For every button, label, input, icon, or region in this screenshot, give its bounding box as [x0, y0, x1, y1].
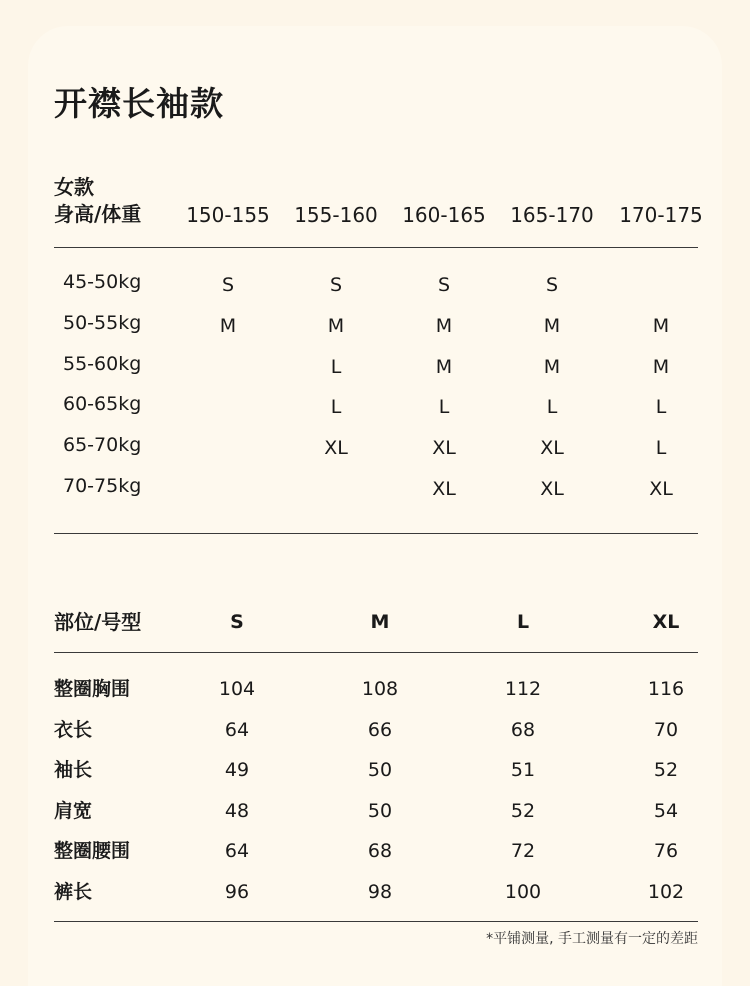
table1-col-header: 170-175 — [619, 203, 703, 227]
table1-size-cell: L — [655, 437, 667, 460]
table1-col-header: 165-170 — [510, 203, 594, 227]
table2-measure-cell: 96 — [224, 881, 250, 903]
table2-measure-cell: 98 — [367, 881, 393, 903]
table1-size-cell: XL — [432, 437, 456, 460]
table2-measure-cell: 54 — [653, 799, 679, 822]
table2-row-label: 整圈胸围 — [54, 678, 131, 700]
table2-measure-cell: 50 — [367, 759, 393, 782]
table2-measure-cell: 66 — [367, 718, 393, 741]
table1-size-cell: S — [329, 274, 343, 296]
table1-size-cell: L — [655, 396, 667, 419]
table1-size-cell: M — [327, 314, 345, 337]
table2-measure-cell: 108 — [361, 678, 399, 700]
table2-measure-cell: 72 — [510, 840, 536, 863]
table2-col-header: L — [516, 611, 530, 633]
table2-header-label: 部位/号型 — [54, 610, 142, 634]
measurement-note: *平铺测量, 手工测量有一定的差距 — [486, 931, 698, 947]
table1-size-cell: S — [437, 274, 451, 296]
table1-row-label: 70-75kg — [63, 475, 142, 497]
table2-measure-cell: 64 — [224, 840, 250, 863]
table1-size-cell: M — [543, 355, 561, 378]
table1-row-label: 45-50kg — [63, 271, 142, 293]
table1-size-cell: L — [330, 396, 342, 419]
table1-size-cell: XL — [649, 478, 673, 500]
table2-row-label: 肩宽 — [54, 799, 93, 822]
table1-size-cell: S — [221, 274, 235, 296]
page-title: 开襟长袖款 — [54, 84, 224, 123]
table1-col-header: 150-155 — [186, 203, 270, 227]
table1-col-header: 155-160 — [294, 203, 378, 227]
table2-col-header: XL — [652, 611, 680, 633]
table1-row-label: 60-65kg — [63, 393, 142, 416]
table2-row-label: 裤长 — [54, 881, 93, 903]
table1-size-cell: M — [652, 314, 670, 337]
table1-size-cell: L — [438, 396, 450, 419]
table1-row-label: 55-60kg — [63, 352, 142, 375]
table1-size-cell: XL — [540, 437, 564, 460]
table2-measure-cell: 64 — [224, 718, 250, 741]
table1-size-cell: S — [545, 274, 559, 296]
table2-measure-cell: 112 — [504, 678, 542, 700]
table2-measure-cell: 68 — [367, 840, 393, 863]
table2-measure-cell: 70 — [653, 718, 679, 741]
table1-row-label: 50-55kg — [63, 311, 142, 334]
table2-measure-cell: 68 — [510, 718, 536, 741]
table2-measure-cell: 50 — [367, 799, 393, 822]
table2-measure-cell: 76 — [653, 840, 679, 863]
table1-bottom-divider — [54, 533, 698, 534]
table2-bottom-divider — [54, 921, 698, 922]
table1-size-cell: XL — [540, 478, 564, 500]
table2-col-header: M — [370, 611, 390, 633]
table2-measure-cell: 48 — [224, 799, 250, 822]
table2-row-label: 袖长 — [54, 759, 93, 782]
table1-col-header: 160-165 — [402, 203, 486, 227]
table1-size-cell: M — [652, 355, 670, 378]
table2-measure-cell: 52 — [510, 799, 536, 822]
table2-measure-cell: 49 — [224, 759, 250, 782]
table2-measure-cell: 100 — [504, 881, 542, 903]
table1-row-label: 65-70kg — [63, 434, 142, 457]
table2-row-label: 衣长 — [54, 718, 93, 741]
table1-header-divider — [54, 247, 698, 248]
table2-measure-cell: 52 — [653, 759, 679, 782]
table1-header-line2: 身高/体重 — [54, 202, 142, 226]
table2-col-header: S — [230, 611, 244, 633]
table2-measure-cell: 104 — [218, 678, 256, 700]
table2-measure-cell: 51 — [510, 759, 536, 782]
table1-size-cell: M — [435, 314, 453, 337]
table1-size-cell: M — [219, 314, 237, 337]
table1-header-line1: 女款 — [54, 175, 94, 199]
table2-header-divider — [54, 652, 698, 653]
table1-size-cell: L — [330, 355, 342, 378]
table1-size-cell: XL — [432, 478, 456, 500]
table2-row-label: 整圈腰围 — [54, 840, 131, 863]
table1-size-cell: XL — [324, 437, 348, 460]
table1-size-cell: L — [546, 396, 558, 419]
table1-size-cell: M — [543, 314, 561, 337]
table2-measure-cell: 102 — [647, 881, 685, 903]
table2-measure-cell: 116 — [647, 678, 685, 700]
table1-size-cell: M — [435, 355, 453, 378]
